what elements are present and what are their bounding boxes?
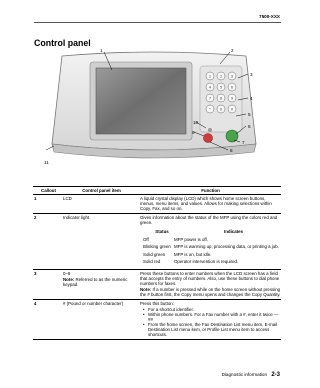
bullet-item: • For a shortcut identifier. (148, 307, 281, 312)
table-header-row (33, 186, 281, 195)
keypad-key-label: * (209, 107, 211, 112)
callout-label: 5 (248, 112, 251, 117)
note-label: Note: (140, 286, 152, 292)
status-row (140, 259, 281, 264)
keypad-key-label: 5 (220, 85, 222, 90)
row-function (140, 215, 281, 267)
function-note (140, 287, 281, 297)
keypad-key-label: 1 (209, 74, 211, 79)
page-title: Control panel (34, 38, 91, 48)
callout-label: 3 (250, 72, 253, 77)
header-function: Function (201, 188, 220, 193)
header-callout: Callout (41, 188, 56, 193)
callout-label: 4 (250, 96, 253, 101)
note-text: If a number is pressed while on the home screen without pressing the # button first, the Copy menu opens and changes the Copy Quantity. (140, 286, 281, 297)
indicator-light (208, 128, 212, 132)
callout-label: 1 (100, 48, 103, 53)
control-panel-table (33, 186, 281, 340)
keypad-key-label: 8 (220, 96, 222, 101)
status-value: Solid red (143, 259, 161, 264)
row-item (63, 271, 140, 297)
table-row (33, 214, 281, 270)
table-row (33, 270, 281, 300)
keypad-key-label: # (231, 107, 233, 112)
indicates-header: Indicates (224, 229, 244, 234)
row-item: Indicator light (63, 215, 90, 220)
page-footer (222, 372, 280, 378)
status-meaning: MFP is warming up, processing data, or printing a job. (174, 244, 279, 249)
callout-label: 7 (242, 140, 245, 145)
row-item: LCD (63, 196, 72, 201)
control-panel-illustration (40, 48, 268, 170)
bullet-item: • From the home screen, the Fax Destination List menu item, E-mail Destination List menu item, or Profile List menu item to access shortcuts. (148, 322, 281, 337)
status-meaning: Operator intervention is required. (174, 259, 239, 264)
status-header: Status (155, 229, 169, 234)
keypad-key-label: 7 (209, 96, 211, 101)
row-callout: 4 (34, 300, 37, 306)
keypad-key-label: 3 (231, 74, 233, 79)
status-header-row (140, 229, 281, 234)
callout-label: 6 (248, 124, 251, 129)
callout-label: 8 (230, 148, 233, 153)
keypad-key-label: 2 (220, 74, 222, 79)
footer-label: Diagnostic information (221, 372, 268, 377)
header-item: Control panel item (82, 188, 121, 193)
table-row (33, 300, 281, 340)
row-callout: 3 (34, 270, 37, 276)
status-value: Solid green (143, 251, 166, 257)
row-callout: 2 (34, 215, 37, 220)
item-text: 0–9 (63, 270, 71, 276)
note-text: Referred to as the numeric keypad. (63, 276, 128, 287)
keypad-key-label: 0 (220, 107, 222, 112)
status-meaning: MFP power is off. (174, 236, 208, 242)
item-note (63, 277, 140, 287)
model-number: 7500-XXX (259, 14, 280, 19)
stop-button (204, 134, 213, 143)
status-row (140, 244, 281, 249)
callout-label: 2 (231, 48, 234, 53)
status-row (140, 252, 281, 257)
page-number: 2-3 (271, 372, 280, 378)
note-label: Note: (63, 276, 75, 282)
function-text: Press these buttons to enter numbers when the LCD screen has a field that accepts the entry of numbers. Also, use these buttons to dial phone numbers for faxes. (140, 270, 280, 286)
keypad-key-label: 4 (209, 85, 211, 90)
row-callout: 1 (34, 196, 37, 201)
start-button (226, 130, 238, 142)
function-text: Gives information about the status of the MFP using the colors red and green. (140, 215, 278, 225)
status-value: Blinking green (143, 244, 171, 249)
header-rule (34, 22, 281, 23)
row-function (140, 301, 281, 337)
row-item: # (Pound or number character) (63, 300, 124, 306)
status-table (140, 229, 281, 264)
row-function (140, 271, 281, 297)
keypad-key-label: 9 (231, 96, 233, 101)
callout-label: 11 (44, 160, 49, 165)
status-row (140, 237, 281, 242)
function-text: Press this button: (140, 300, 174, 306)
callout-label: 9 (192, 130, 195, 135)
status-meaning: MFP is on, but idle. (174, 251, 212, 257)
lcd-screen (96, 68, 186, 134)
keypad-key-label: 6 (231, 85, 233, 90)
row-function: A liquid crystal display (LCD) which shows home screen buttons, menus, menu items, and values. Allows for making selections within Copy, Fax, and so on. (140, 196, 272, 211)
status-value: Off (143, 236, 149, 242)
table-row (33, 195, 281, 214)
bullet-item: • Within phone numbers. For a Fax number with a #, enter it twice — ## (148, 312, 281, 322)
callout-label: 10 (193, 120, 199, 125)
function-bullets (140, 307, 281, 337)
